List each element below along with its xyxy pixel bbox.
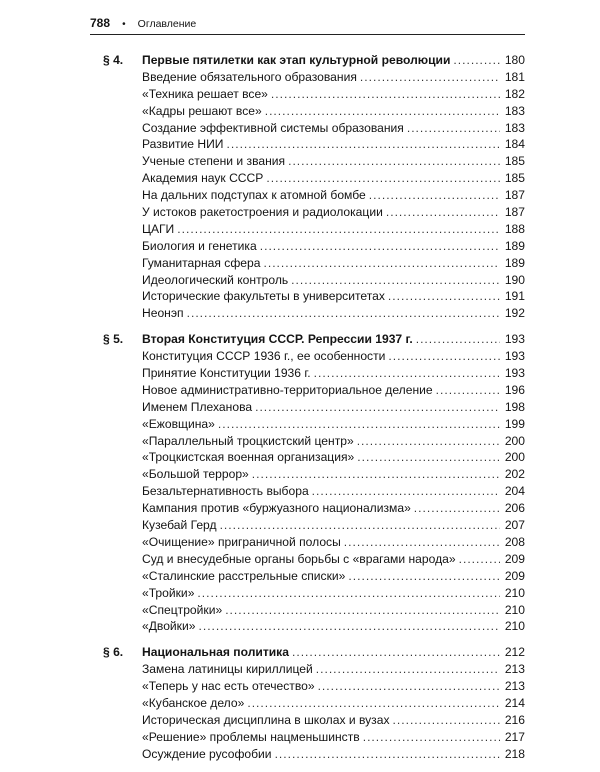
toc-entry[interactable] xyxy=(90,661,525,678)
dot-leader xyxy=(357,433,500,450)
entry-title: «Кубанское дело» xyxy=(142,695,245,710)
entry-page: 210 xyxy=(504,585,525,600)
dot-leader xyxy=(388,348,500,365)
dot-leader xyxy=(291,272,500,289)
toc-entry[interactable] xyxy=(90,678,525,695)
toc-entry[interactable] xyxy=(90,255,525,272)
entry-page: 213 xyxy=(504,662,525,677)
entry-page: 185 xyxy=(504,171,525,186)
entry-title: На дальних подступах к атомной бомбе xyxy=(142,188,366,203)
toc-section xyxy=(90,644,525,762)
entry-title: «Спецтройки» xyxy=(142,602,223,617)
dot-leader xyxy=(416,331,500,348)
entry-title: Принятие Конституции 1936 г. xyxy=(142,366,311,381)
entry-title: «Сталинские расстрельные списки» xyxy=(142,568,346,583)
toc-entry[interactable] xyxy=(90,534,525,551)
dot-leader xyxy=(271,86,500,103)
dot-leader xyxy=(369,187,500,204)
entry-page: 192 xyxy=(504,306,525,321)
entry-title: «Троцкистская военная организация» xyxy=(142,450,355,465)
entry-page: 193 xyxy=(504,366,525,381)
table-of-contents xyxy=(90,52,525,772)
entry-page: 191 xyxy=(504,289,525,304)
dot-leader xyxy=(252,466,500,483)
entry-title: «Двойки» xyxy=(142,619,196,634)
entry-title: Именем Плеханова xyxy=(142,399,253,414)
entry-title: Идеологический контроль xyxy=(142,272,289,287)
entry-title: Кузебай Герд xyxy=(142,518,217,533)
toc-section xyxy=(90,331,525,635)
toc-entry[interactable] xyxy=(90,712,525,729)
entry-title: Введение обязательного образования xyxy=(142,69,357,84)
entry-title: Историческая дисциплина в школах и вузах xyxy=(142,712,390,727)
entry-page: 209 xyxy=(504,551,525,566)
toc-entry[interactable] xyxy=(90,585,525,602)
toc-section xyxy=(90,52,525,322)
toc-entry[interactable] xyxy=(90,729,525,746)
toc-entry[interactable] xyxy=(90,272,525,289)
entry-page: 200 xyxy=(504,450,525,465)
section-page: 180 xyxy=(504,53,525,67)
toc-entry[interactable] xyxy=(90,348,525,365)
toc-entry[interactable] xyxy=(90,551,525,568)
dot-leader xyxy=(388,288,500,305)
dot-leader xyxy=(360,69,500,86)
entry-page: 184 xyxy=(504,137,525,152)
entry-page: 207 xyxy=(504,518,525,533)
toc-entry[interactable] xyxy=(90,500,525,517)
entry-page: 189 xyxy=(504,238,525,253)
entry-title: У истоков ракетостроения и радиолокации xyxy=(142,205,383,220)
entry-page: 188 xyxy=(504,221,525,236)
dot-leader xyxy=(459,551,500,568)
entry-title: «Параллельный троцкистский центр» xyxy=(142,433,354,448)
entry-title: Осуждение русофобии xyxy=(142,746,272,761)
entry-page: 217 xyxy=(504,729,525,744)
toc-entry[interactable] xyxy=(90,136,525,153)
toc-entry[interactable] xyxy=(90,416,525,433)
toc-entry[interactable] xyxy=(90,204,525,221)
entry-page: 187 xyxy=(504,188,525,203)
section-title: Первые пятилетки как этап культурной революции xyxy=(142,53,451,67)
toc-entry[interactable] xyxy=(90,221,525,238)
entry-page: 185 xyxy=(504,154,525,169)
dot-leader xyxy=(226,136,500,153)
entry-title: Академия наук СССР xyxy=(142,171,264,186)
entry-page: 218 xyxy=(504,746,525,761)
bullet-separator: • xyxy=(122,19,126,30)
dot-leader xyxy=(266,170,500,187)
entry-title: Конституция СССР 1936 г., ее особенности xyxy=(142,349,386,364)
dot-leader xyxy=(187,305,500,322)
entry-title: Новое административно-территориальное деление xyxy=(142,382,433,397)
section-number: § 6. xyxy=(103,645,124,660)
dot-leader xyxy=(260,238,500,255)
entry-title: «Теперь у нас есть отечество» xyxy=(142,679,315,694)
dot-leader xyxy=(363,729,500,746)
entry-title: Неонэп xyxy=(142,306,184,321)
toc-entry[interactable] xyxy=(90,695,525,712)
entry-page: 183 xyxy=(504,120,525,135)
dot-leader xyxy=(453,52,500,69)
section-title: Вторая Конституция СССР. Репрессии 1937 г. xyxy=(142,332,413,347)
entry-page: 187 xyxy=(504,205,525,220)
toc-entry[interactable] xyxy=(90,238,525,255)
entry-title: «Решение» проблемы нацменьшинств xyxy=(142,729,360,744)
dot-leader xyxy=(344,534,500,551)
toc-entry[interactable] xyxy=(90,153,525,170)
dot-leader xyxy=(198,618,500,635)
toc-entry[interactable] xyxy=(90,187,525,204)
toc-entry[interactable] xyxy=(90,399,525,416)
entry-title: «Техника решает все» xyxy=(142,86,268,101)
entry-title: «Очищение» приграничной полосы xyxy=(142,534,341,549)
dot-leader xyxy=(414,500,500,517)
section-number: § 4. xyxy=(103,53,124,67)
toc-entry[interactable] xyxy=(90,449,525,466)
toc-entry[interactable] xyxy=(90,433,525,450)
entry-title: ЦАГИ xyxy=(142,221,175,236)
section-heading-row[interactable] xyxy=(90,52,525,69)
entry-page: 190 xyxy=(504,272,525,287)
toc-entry[interactable] xyxy=(90,746,525,763)
entry-title: Развитие НИИ xyxy=(142,137,224,152)
entry-page: 200 xyxy=(504,433,525,448)
dot-leader xyxy=(393,712,501,729)
entry-title: «Ежовщина» xyxy=(142,416,215,431)
dot-leader xyxy=(197,585,500,602)
entry-page: 210 xyxy=(504,619,525,634)
toc-entry[interactable] xyxy=(90,305,525,322)
dot-leader xyxy=(312,483,500,500)
entry-title: «Тройки» xyxy=(142,585,195,600)
entry-page: 199 xyxy=(504,416,525,431)
entry-page: 181 xyxy=(504,69,525,84)
entry-page: 196 xyxy=(504,382,525,397)
dot-leader xyxy=(275,746,500,763)
entry-title: «Кадры решают все» xyxy=(142,103,262,118)
toc-entry[interactable] xyxy=(90,483,525,500)
entry-page: 209 xyxy=(504,568,525,583)
dot-leader xyxy=(407,120,500,137)
section-title: Национальная политика xyxy=(142,645,289,660)
entry-title: Исторические факультеты в университетах xyxy=(142,289,385,304)
dot-leader xyxy=(316,661,500,678)
toc-entry[interactable] xyxy=(90,568,525,585)
entry-title: Суд и внесудебные органы борьбы с «врагами народа» xyxy=(142,551,456,566)
dot-leader xyxy=(218,416,500,433)
toc-entry[interactable] xyxy=(90,466,525,483)
dot-leader xyxy=(247,695,500,712)
entry-page: 214 xyxy=(504,695,525,710)
dot-leader xyxy=(220,517,500,534)
dot-leader xyxy=(265,103,500,120)
dot-leader xyxy=(292,644,500,661)
dot-leader xyxy=(314,365,500,382)
entry-title: Ученые степени и звания xyxy=(142,154,286,169)
toc-entry[interactable] xyxy=(90,382,525,399)
dot-leader xyxy=(263,255,500,272)
entry-page: 202 xyxy=(504,467,525,482)
dot-leader xyxy=(255,399,500,416)
toc-entry[interactable] xyxy=(90,170,525,187)
entry-page: 208 xyxy=(504,534,525,549)
section-number: § 5. xyxy=(103,332,124,347)
toc-entry[interactable] xyxy=(90,517,525,534)
entry-page: 193 xyxy=(504,349,525,364)
entry-page: 204 xyxy=(504,484,525,499)
section-page: 212 xyxy=(504,645,525,660)
dot-leader xyxy=(318,678,500,695)
toc-entry[interactable] xyxy=(90,602,525,619)
entry-page: 210 xyxy=(504,602,525,617)
entry-page: 182 xyxy=(504,86,525,101)
entry-title: Гуманитарная сфера xyxy=(142,255,261,270)
entry-title: Безальтернативность выбора xyxy=(142,484,309,499)
dot-leader xyxy=(357,449,500,466)
toc-entry[interactable] xyxy=(90,86,525,103)
entry-page: 213 xyxy=(504,679,525,694)
entry-page: 183 xyxy=(504,103,525,118)
dot-leader xyxy=(177,221,500,238)
section-heading-row[interactable] xyxy=(90,331,525,348)
section-heading-row[interactable] xyxy=(90,644,525,661)
toc-entry[interactable] xyxy=(90,120,525,137)
section-page: 193 xyxy=(504,332,525,347)
toc-entry[interactable] xyxy=(90,103,525,120)
toc-entry[interactable] xyxy=(90,288,525,305)
toc-entry[interactable] xyxy=(90,365,525,382)
entry-page: 198 xyxy=(504,399,525,414)
entry-title: Создание эффективной системы образования xyxy=(142,120,404,135)
dot-leader xyxy=(348,568,500,585)
toc-entry[interactable] xyxy=(90,69,525,86)
running-title: Оглавление xyxy=(137,18,197,30)
dot-leader xyxy=(436,382,500,399)
toc-entry[interactable] xyxy=(90,618,525,635)
entry-page: 216 xyxy=(504,712,525,727)
dot-leader xyxy=(288,153,500,170)
entry-page: 189 xyxy=(504,255,525,270)
page-header xyxy=(90,14,525,35)
entry-page: 206 xyxy=(504,501,525,516)
dot-leader xyxy=(386,204,500,221)
entry-title: «Большой террор» xyxy=(142,467,249,482)
dot-leader xyxy=(225,602,500,619)
entry-title: Кампания против «буржуазного национализма» xyxy=(142,501,411,516)
entry-title: Замена латиницы кириллицей xyxy=(142,662,313,677)
entry-title: Биология и генетика xyxy=(142,238,257,253)
page-number: 788 xyxy=(90,16,111,30)
